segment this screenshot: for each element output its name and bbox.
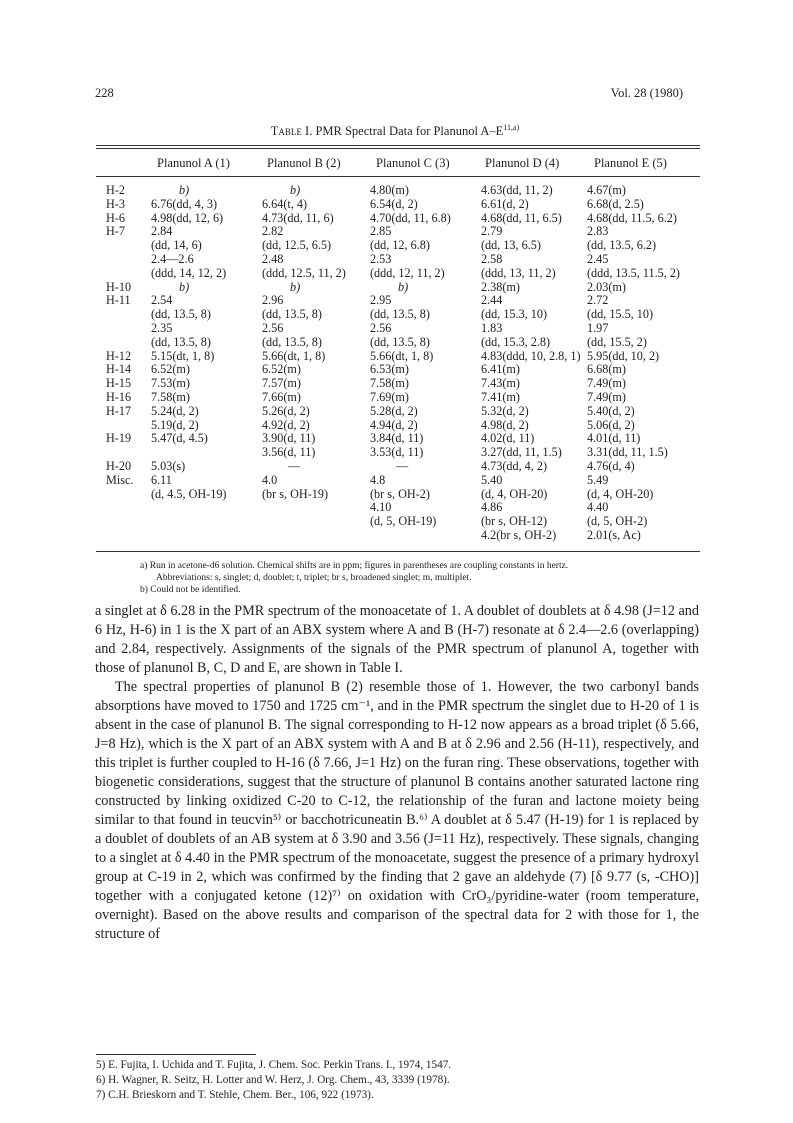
table-cell: b) xyxy=(290,279,301,294)
table-cell: 3.31(dd, 11, 1.5) xyxy=(587,445,668,460)
table-cell: (dd, 12, 6.8) xyxy=(370,238,430,253)
table-cell: 7.49(m) xyxy=(587,376,626,391)
table-cell: 5.03(s) xyxy=(151,459,186,473)
table-cell: 4.86 xyxy=(481,500,503,515)
table-cell: (dd, 13.5, 8) xyxy=(151,334,211,349)
table-cell: 7.43(m) xyxy=(481,376,520,391)
row-label: H-19 xyxy=(106,431,132,446)
row-label: H-20 xyxy=(106,459,132,473)
table-note-a: a) Run in acetone-d6 solution. Chemical shifts are in ppm; figures in parentheses are coupling constants in hertz. xyxy=(140,561,569,571)
table-cell: 2.84 xyxy=(151,224,173,239)
table-cell: 5.26(d, 2) xyxy=(262,403,310,418)
table-note-abbrev: Abbreviations: s, singlet; d, doublet; t, triplet; br s, broadened singlet; m, multiplet. xyxy=(156,573,472,583)
table-cell: 2.79 xyxy=(481,224,503,239)
table-cell: 2.83 xyxy=(587,224,609,239)
table-cell: b) xyxy=(179,279,190,294)
table-cell: 4.63(dd, 11, 2) xyxy=(481,183,553,197)
table-cell: (dd, 13.5, 8) xyxy=(262,334,322,349)
table-cell: (dd, 14, 6) xyxy=(151,238,202,253)
table-cell: (dd, 13, 6.5) xyxy=(481,238,541,253)
table-top-rule xyxy=(96,145,700,146)
table-cell: (ddd, 13.5, 11.5, 2) xyxy=(587,265,680,280)
table-cell: 2.85 xyxy=(370,224,392,239)
table-cell: (br s, OH-2) xyxy=(370,486,430,501)
row-label: H-14 xyxy=(106,362,132,377)
table-cell: (dd, 15.3, 10) xyxy=(481,307,548,322)
table-cell: (br s, OH-12) xyxy=(481,514,548,529)
table-cell: 4.02(d, 11) xyxy=(481,431,535,446)
table-cell: 2.53 xyxy=(370,252,392,266)
table-cell: 4.68(dd, 11.5, 6.2) xyxy=(587,210,677,225)
table-cell: 2.01(s, Ac) xyxy=(587,528,641,542)
table-cell: (dd, 15.5, 2) xyxy=(587,334,647,349)
table-cell: 5.19(d, 2) xyxy=(151,417,199,432)
table-cell: 2.82 xyxy=(262,224,284,239)
table-cell: — xyxy=(396,459,409,473)
footnotes xyxy=(96,1058,451,1103)
table-cell: 5.95(dd, 10, 2) xyxy=(587,348,660,363)
table-cell: 5.40 xyxy=(481,472,503,487)
table-cell: 1.97 xyxy=(587,321,609,335)
table-cell: 2.96 xyxy=(262,293,284,308)
table-cell: 5.06(d, 2) xyxy=(587,417,635,432)
table-cell: 2.35 xyxy=(151,321,173,335)
table-cell: 6.64(t, 4) xyxy=(262,196,308,211)
table-cell: 5.40(d, 2) xyxy=(587,403,635,418)
table-cell: 7.66(m) xyxy=(262,390,301,404)
table-cell: 4.73(dd, 4, 2) xyxy=(481,459,548,473)
table-cell: 7.58(m) xyxy=(151,390,190,404)
column-header: Planunol A (1) xyxy=(157,156,230,170)
table-cell: 7.57(m) xyxy=(262,376,301,391)
table-cell: 2.54 xyxy=(151,293,173,308)
table-cell: b) xyxy=(290,183,301,197)
table-notes xyxy=(140,560,568,596)
paragraph-1: a singlet at δ 6.28 in the PMR spectrum of the monoacetate of 1. A doublet of doublets at δ 4.98 (J=12 and 6 Hz, H-6) in 1 is the X part of an ABX system where A and B (H-7) resonate at δ 2.4—2.6 (overlapping) and 2.84, respectively. Assignments of the signals of the PMR spectrum of planunol A, together with those of planunol B, C, D and E, are shown in Table I. xyxy=(95,603,699,676)
table-cell: 3.84(d, 11) xyxy=(370,431,424,446)
footnote-5: 5) E. Fujita, I. Uchida and T. Fujita, J. Chem. Soc. Perkin Trans. I., 1974, 1547. xyxy=(96,1059,452,1071)
table-cell: (dd, 12.5, 6.5) xyxy=(262,238,332,253)
footnote-7: 7) C.H. Brieskorn and T. Stehle, Chem. Ber., 106, 922 (1973). xyxy=(96,1089,374,1101)
table-cell: 6.54(d, 2) xyxy=(370,196,418,211)
table-cell: b) xyxy=(179,183,190,197)
table-cell: 2.44 xyxy=(481,293,503,308)
row-label: H-15 xyxy=(106,376,132,391)
table-cell: 6.61(d, 2) xyxy=(481,196,529,211)
table-label: Table I. xyxy=(270,124,313,139)
row-label: H-16 xyxy=(106,390,132,404)
table-cell: (dd, 15.5, 10) xyxy=(587,307,654,322)
column-header: Planunol D (4) xyxy=(485,156,560,170)
footnote-rule xyxy=(96,1054,256,1055)
table-cell: 5.66(dt, 1, 8) xyxy=(262,348,326,363)
volume-label: Vol. 28 (1980) xyxy=(610,86,683,100)
row-label: H-6 xyxy=(106,210,125,225)
table-cell: 6.52(m) xyxy=(262,362,301,377)
table-cell: 6.41(m) xyxy=(481,362,520,377)
table-cell: 5.49 xyxy=(587,472,609,487)
table-cell: 6.52(m) xyxy=(151,362,190,377)
table-cell: 4.8 xyxy=(370,472,386,487)
table-cell: — xyxy=(288,459,301,473)
table-cell: 4.76(d, 4) xyxy=(587,459,635,473)
table-cell: 6.68(d, 2.5) xyxy=(587,196,644,211)
table-cell: (dd, 13.5, 8) xyxy=(151,307,211,322)
table-cell: 4.80(m) xyxy=(370,183,409,197)
table-cell: 4.2(br s, OH-2) xyxy=(481,528,557,542)
table-cell: 7.49(m) xyxy=(587,390,626,404)
table-title-sup: 11,a) xyxy=(503,123,520,132)
row-label: H-10 xyxy=(106,279,132,294)
page-number: 228 xyxy=(95,86,114,100)
table-cell: (d, 4, OH-20) xyxy=(481,486,548,501)
table-cell: 5.32(d, 2) xyxy=(481,403,529,418)
table-cell: 2.48 xyxy=(262,252,284,266)
table-cell: 2.95 xyxy=(370,293,392,308)
table-cell: 7.53(m) xyxy=(151,376,190,391)
table-cell: 3.27(dd, 11, 1.5) xyxy=(481,445,562,460)
table-cell: (ddd, 14, 12, 2) xyxy=(151,265,227,280)
table-cell: 3.53(d, 11) xyxy=(370,445,424,460)
footnote-6: 6) H. Wagner, R. Seitz, H. Lotter and W. Herz, J. Org. Chem., 43, 3339 (1978). xyxy=(96,1074,450,1086)
table-cell: 4.94(d, 2) xyxy=(370,417,418,432)
column-header: Planunol C (3) xyxy=(376,156,450,170)
table-cell: 7.58(m) xyxy=(370,376,409,391)
table-cell: 2.56 xyxy=(262,321,284,335)
body-text xyxy=(95,602,699,944)
table-title-text: PMR Spectral Data for Planunol A–E xyxy=(315,124,504,139)
table-cell: 6.68(m) xyxy=(587,362,626,377)
paragraph-2: The spectral properties of planunol B (2) resemble those of 1. However, the two carbonyl bands absorptions have moved to 1750 and 1725 cm⁻¹, and in the PMR spectrum the singlet due to H-20 of 1 is absent in the case of planunol B. The signal corresponding to H-12 now appears as a broad triplet (δ 5.66, J=8 Hz), which is the X part of an ABX system with A and B at δ 2.96 and 2.56 (H-11), respectively, and this triplet is further coupled to H-16 (δ 7.66, J=1 Hz) on the furan ring. These observations, together with biogenetic considerations, suggest that the structure of planunol B contains another saturated lactone ring constructed by linking oxidized C-20 to C-12, the relationship of the furan and lactone moiety being similar to that found in teucvin⁵⁾ or bacchotricuneatin B.⁶⁾ A doublet at δ 5.47 (H-19) for 1 is replaced by a doublet of doublets of an AB system at δ 3.90 and 3.56 (J=11 Hz), respectively. These signals, changing to a singlet at δ 4.40 in the PMR spectrum of the monoacetate, suggest the presence of a primary hydroxyl group at C-19 in 2, which was confirmed by the finding that 2 gave an aldehyde (7) [δ 9.77 (s, -CHO)] together with a conjugated ketone (12)⁷⁾ on oxidation with CrO₃/pyridine-water (room temperature, overnight). Based on the above results and comparison of the spectral data for 2 with those for 1, the structure of xyxy=(95,679,699,942)
table-cell: 2.38(m) xyxy=(481,279,520,294)
table-cell: (d, 4, OH-20) xyxy=(587,486,654,501)
row-label: H-2 xyxy=(106,183,125,197)
table-top-rule-2 xyxy=(96,148,700,149)
table-cell: 3.90(d, 11) xyxy=(262,431,316,446)
table-cell: 4.98(dd, 12, 6) xyxy=(151,210,224,225)
table-cell: (ddd, 12, 11, 2) xyxy=(370,265,445,280)
table-cell: (br s, OH-19) xyxy=(262,486,329,501)
table-cell: (d, 5, OH-2) xyxy=(587,514,648,529)
table-cell: b) xyxy=(398,279,409,294)
table-cell: 7.41(m) xyxy=(481,390,520,404)
row-label: Misc. xyxy=(106,472,134,487)
table-bottom-rule xyxy=(96,551,700,552)
table-cell: (d, 4.5, OH-19) xyxy=(151,486,227,501)
table-cell: 6.11 xyxy=(151,472,172,487)
table-cell: 4.68(dd, 11, 6.5) xyxy=(481,210,562,225)
row-label: H-3 xyxy=(106,196,125,211)
table-cell: 5.28(d, 2) xyxy=(370,403,418,418)
table-cell: (dd, 13.5, 8) xyxy=(370,334,430,349)
table-cell: 5.24(d, 2) xyxy=(151,403,199,418)
row-label: H-12 xyxy=(106,348,132,363)
table-title xyxy=(95,123,695,139)
table-cell: (dd, 13.5, 6.2) xyxy=(587,238,657,253)
table-cell: 4.83(ddd, 10, 2.8, 1) xyxy=(481,348,581,363)
table-cell: 2.4—2.6 xyxy=(151,252,194,266)
table-cell: 6.76(dd, 4, 3) xyxy=(151,196,218,211)
table-cell: 5.15(dt, 1, 8) xyxy=(151,348,215,363)
table-cell: 3.56(d, 11) xyxy=(262,445,316,460)
table-cell: 2.56 xyxy=(370,321,392,335)
table-cell: (dd, 15.3, 2.8) xyxy=(481,334,551,349)
table-cell: (ddd, 13, 11, 2) xyxy=(481,265,556,280)
table-cell: 2.03(m) xyxy=(587,279,626,294)
table-cell: 4.0 xyxy=(262,472,278,487)
table-cell: (ddd, 12.5, 11, 2) xyxy=(262,265,346,280)
table-cell: 1.83 xyxy=(481,321,503,335)
table-cell: 4.98(d, 2) xyxy=(481,417,529,432)
table-cell: (d, 5, OH-19) xyxy=(370,514,437,529)
row-label: H-7 xyxy=(106,224,125,239)
row-label: H-11 xyxy=(106,293,131,308)
table-cell: 7.69(m) xyxy=(370,390,409,404)
table-cell: 4.70(dd, 11, 6.8) xyxy=(370,210,451,225)
table-cell: 2.72 xyxy=(587,293,609,308)
column-header: Planunol E (5) xyxy=(594,156,667,170)
table-cell: 2.45 xyxy=(587,252,609,266)
table-cell: 4.10 xyxy=(370,500,392,515)
table-cell: (dd, 13.5, 8) xyxy=(262,307,322,322)
table-cell: 5.66(dt, 1, 8) xyxy=(370,348,434,363)
table-cell: 4.01(d, 11) xyxy=(587,431,641,446)
table-cell: 6.53(m) xyxy=(370,362,409,377)
row-label: H-17 xyxy=(106,403,132,418)
table-cell: 4.92(d, 2) xyxy=(262,417,310,432)
table-note-b: b) Could not be identified. xyxy=(140,585,241,595)
table-cell: 2.58 xyxy=(481,252,503,266)
column-header: Planunol B (2) xyxy=(267,156,341,170)
table-cell: 4.40 xyxy=(587,500,609,515)
table-cell: 4.73(dd, 11, 6) xyxy=(262,210,334,225)
table-header-rule xyxy=(96,176,700,177)
table-cell: 5.47(d, 4.5) xyxy=(151,431,208,446)
table-cell: (dd, 13.5, 8) xyxy=(370,307,430,322)
table-cell: 4.67(m) xyxy=(587,183,626,197)
